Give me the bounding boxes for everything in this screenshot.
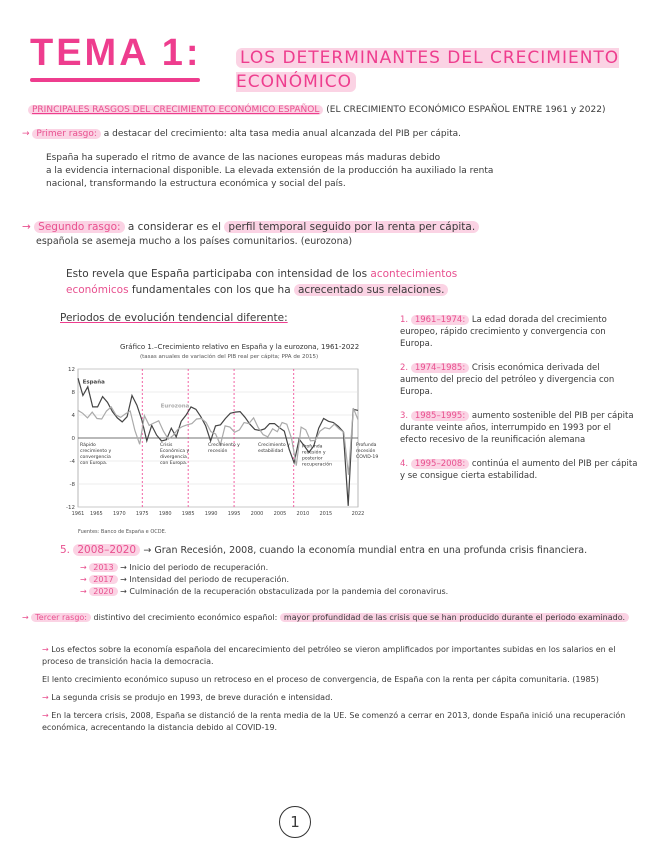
rasgo2-p2: fundamentales con los que ha [131, 284, 291, 296]
x-tick-label: 2015 [319, 511, 333, 517]
right-notes [400, 314, 640, 482]
periodo5-item: → 2017 → Intensidad del periodo de recuperación. [80, 575, 290, 584]
rasgo1-label: Primer rasgo: [32, 129, 101, 139]
x-tick-label: 1980 [158, 511, 172, 517]
intro-note: (EL CRECIMIENTO ECONÓMICO ESPAÑOL ENTRE 1961 y 2022) [326, 105, 606, 115]
x-tick-label: 1965 [89, 511, 103, 517]
rasgo1-line [22, 128, 632, 141]
rasgo3-highlight: mayor profundidad de las crisis que se han producido durante el periodo examinado. [280, 613, 629, 622]
chart-annotation: Rápido crecimiento y convergencia con Europa. [80, 442, 112, 466]
note-text: Crisis económica derivada del aumento del precio del petróleo y divergencia con Europa. [400, 363, 615, 397]
periodo5-item: → 2020 → Culminación de la recuperación obstaculizada por la pandemia del coronavirus. [80, 587, 449, 596]
chart-source: Fuentes: Banco de España e OCDE. [78, 529, 167, 535]
chart-title: Gráfico 1.–Crecimiento relativo en España y la eurozona, 1961-2022 [120, 343, 360, 351]
page-title: TEMA 1: [30, 32, 202, 74]
rasgo1-text: a destacar del crecimiento: alta tasa media anual alcanzada del PIB per cápita. [103, 129, 462, 139]
rasgo2-line [22, 220, 632, 235]
chart-annotation: Crisis Económica y divergencia con Europa. [160, 442, 190, 466]
x-tick-label: 2010 [296, 511, 310, 517]
periodo5-item: → 2013 → Inicio del periodo de recuperación. [80, 563, 269, 572]
series-label: España [82, 379, 105, 386]
note-3 [400, 410, 640, 446]
rasgo3-bullet: → Los efectos sobre la economía española del encarecimiento del petróleo se vieron amplificados por importantes subidas en los salarios en el proceso de transición hacia la democracia. [42, 645, 616, 666]
rasgo2-highlight: perfil temporal seguido por la renta per cápita. [224, 221, 479, 233]
periodos-heading: Periodos de evolución tendencial diferente: [60, 312, 288, 324]
x-tick-label: 2005 [273, 511, 287, 517]
rasgo2-p1-highlight: acontecimientos [370, 268, 458, 280]
note-4 [400, 458, 640, 482]
y-tick-label: -4 [69, 459, 75, 465]
growth-chart [58, 337, 379, 537]
y-tick-label: 12 [68, 367, 75, 373]
rasgo2-line2: española se asemeja mucho a los países comunitarios. (eurozona) [36, 236, 353, 247]
chart-annotation: Crecimiento y estabilidad [258, 442, 290, 454]
rasgo2-p2-highlight2: acrecentado sus relaciones. [294, 284, 449, 296]
x-tick-label: 1961 [71, 511, 85, 517]
note-years: 1995–2008: [411, 459, 469, 469]
arrow-icon: → [22, 613, 29, 622]
note-text: La edad dorada del crecimiento europeo, rápido crecimiento y convergencia con Europa. [400, 315, 607, 349]
note-1 [400, 314, 640, 350]
periodo5-years: 2008–2020 [73, 544, 140, 556]
intro-line [28, 104, 628, 117]
note-text: aumento sostenible del PIB per cápita durante veinte años, interrumpido en 1993 por el efecto recesivo de la reunificación alemana [400, 411, 634, 445]
x-tick-label: 1970 [112, 511, 126, 517]
note-years: 1985–1995: [411, 411, 469, 421]
y-tick-label: -12 [66, 505, 75, 511]
note-num: 4. [400, 459, 409, 469]
x-tick-label: 1990 [204, 511, 218, 517]
rasgo1-p3: nacional, transformando la estructura económica y social del país. [46, 179, 346, 189]
page-number: 1 [279, 806, 311, 838]
periodo5-line [60, 544, 640, 556]
rasgo2-p2-highlight: económicos [66, 284, 129, 296]
rasgo1-paragraph [46, 152, 636, 191]
rasgo3-text-a: distintivo del crecimiento económico español: [93, 613, 278, 622]
chart-annotation: Profunda recesión y posterior recuperación [302, 444, 333, 468]
rasgo3-label: Tercer rasgo: [31, 613, 91, 622]
subtitle-highlight: LOS DETERMINANTES DEL CRECIMIENTO ECONÓMICO [236, 48, 620, 92]
rasgo1-p2: a la evidencia internacional disponible. La elevada extensión de la producción ha auxiliado la renta [46, 166, 494, 176]
rasgo2-label: Segundo rasgo: [34, 221, 124, 233]
rasgo3-bullet: → La segunda crisis se produjo en 1993, de breve duración e intensidad. [42, 693, 333, 702]
x-tick-label: 1985 [181, 511, 195, 517]
periodo5-num: 5. [60, 544, 71, 556]
note-num: 3. [400, 411, 409, 421]
rasgo2-text-a: a considerar es el [127, 221, 222, 233]
x-tick-label: 2000 [250, 511, 264, 517]
series-label: Eurozona [160, 403, 190, 410]
rasgo3-bullet: El lento crecimiento económico supuso un retroceso en el proceso de convergencia, de España con la renta per cápita comunitaria. (1985) [42, 675, 599, 684]
intro-highlight: PRINCIPALES RASGOS DEL CRECIMIENTO ECONÓMICO ESPAÑOL [28, 105, 323, 115]
rasgo1-p1: España ha superado el ritmo de avance de las naciones europeas más maduras debido [46, 153, 441, 163]
rasgo2-paragraph [66, 266, 626, 298]
chart-annotation: Profunda recesión COVID-19 [356, 442, 379, 460]
arrow-icon: → [22, 129, 30, 139]
y-tick-label: 8 [71, 390, 75, 396]
note-text: continúa el aumento del PIB per cápita y se consigue cierta estabilidad. [400, 459, 638, 481]
periodo5-text: → Gran Recesión, 2008, cuando la economía mundial entra en una profunda crisis financiera. [143, 545, 588, 556]
chart-container [58, 337, 379, 537]
rasgo3-line [22, 612, 634, 624]
x-tick-label: 1975 [135, 511, 149, 517]
rasgo3-bullet: → En la tercera crisis, 2008, España se distanció de la renta media de la UE. Se comenzó a cerrar en 2013, donde España inició una recuperación económica, acrecentando la distancia debido al COVID-19. [42, 711, 626, 732]
rasgo2-p1a: Esto revela que España participaba con intensidad de los [66, 268, 368, 280]
x-tick-label: 2022 [351, 511, 365, 517]
y-tick-label: 0 [71, 436, 75, 442]
y-tick-label: 4 [71, 413, 75, 419]
note-years: 1961–1974: [411, 315, 469, 325]
note-num: 1. [400, 315, 409, 325]
rasgo3-bullets [42, 644, 634, 734]
chart-subtitle: (tasas anuales de variación del PIB real per cápita; PPA de 2015) [140, 354, 319, 360]
x-tick-label: 1995 [227, 511, 241, 517]
periodo5-items [80, 562, 620, 598]
y-tick-label: -8 [69, 482, 75, 488]
title-underline [30, 78, 200, 82]
page-subtitle [236, 46, 636, 94]
arrow-icon: → [22, 221, 31, 233]
chart-annotation: Crecimiento y recesión [208, 442, 240, 454]
note-num: 2. [400, 363, 409, 373]
note-2 [400, 362, 640, 398]
note-years: 1974–1985: [411, 363, 469, 373]
